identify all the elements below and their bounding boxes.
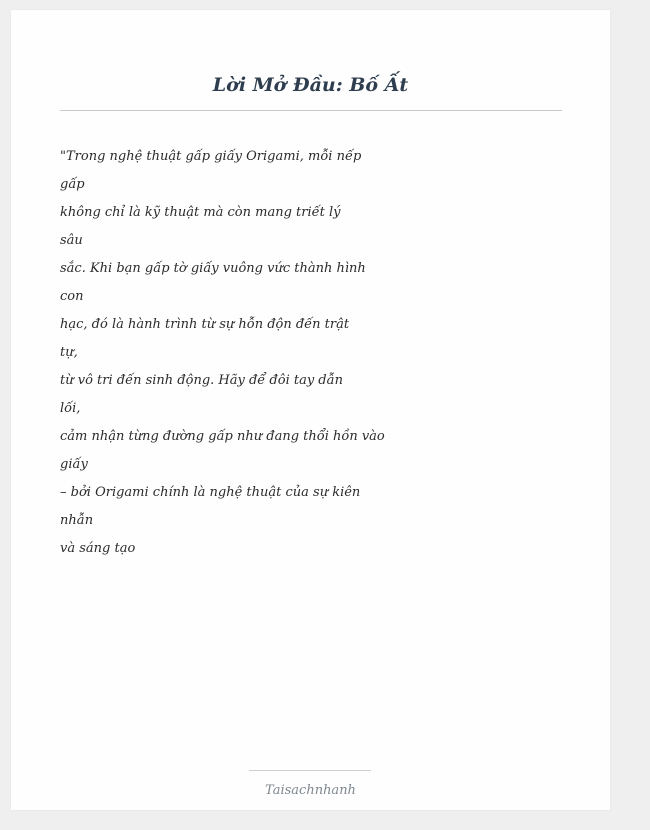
body-line: sắc. Khi bạn gấp tờ giấy vuông vức thành hình xyxy=(60,261,366,276)
body-line: nhẫn xyxy=(60,513,94,528)
body-line: gấp xyxy=(60,177,85,192)
body-line: sâu xyxy=(60,233,83,248)
footer-brand: Taisachnhanh xyxy=(265,783,356,798)
body-line: và sáng tạo xyxy=(60,541,136,556)
body-line: không chỉ là kỹ thuật mà còn mang triết lý xyxy=(60,205,341,220)
page-title: Lời Mở Đầu: Bố Ất xyxy=(212,74,409,96)
title-divider xyxy=(60,110,562,111)
body-line: cảm nhận từng đường gấp như đang thổi hồn vào xyxy=(60,429,385,444)
body-line: – bởi Origami chính là nghệ thuật của sự kiên xyxy=(60,485,361,500)
footer-divider xyxy=(249,770,371,771)
body-line: giấy xyxy=(60,457,88,472)
body-line: con xyxy=(60,289,84,304)
body-line: "Trong nghệ thuật gấp giấy Origami, mỗi nếp xyxy=(60,149,362,164)
body-line: hạc, đó là hành trình từ sự hỗn độn đến trật xyxy=(60,317,350,332)
document-page xyxy=(11,10,610,810)
body-line: tự, xyxy=(60,345,78,360)
body-line: lối, xyxy=(60,401,81,416)
body-paragraph xyxy=(60,143,390,563)
body-line: từ vô tri đến sinh động. Hãy để đôi tay dẫn xyxy=(60,373,343,388)
